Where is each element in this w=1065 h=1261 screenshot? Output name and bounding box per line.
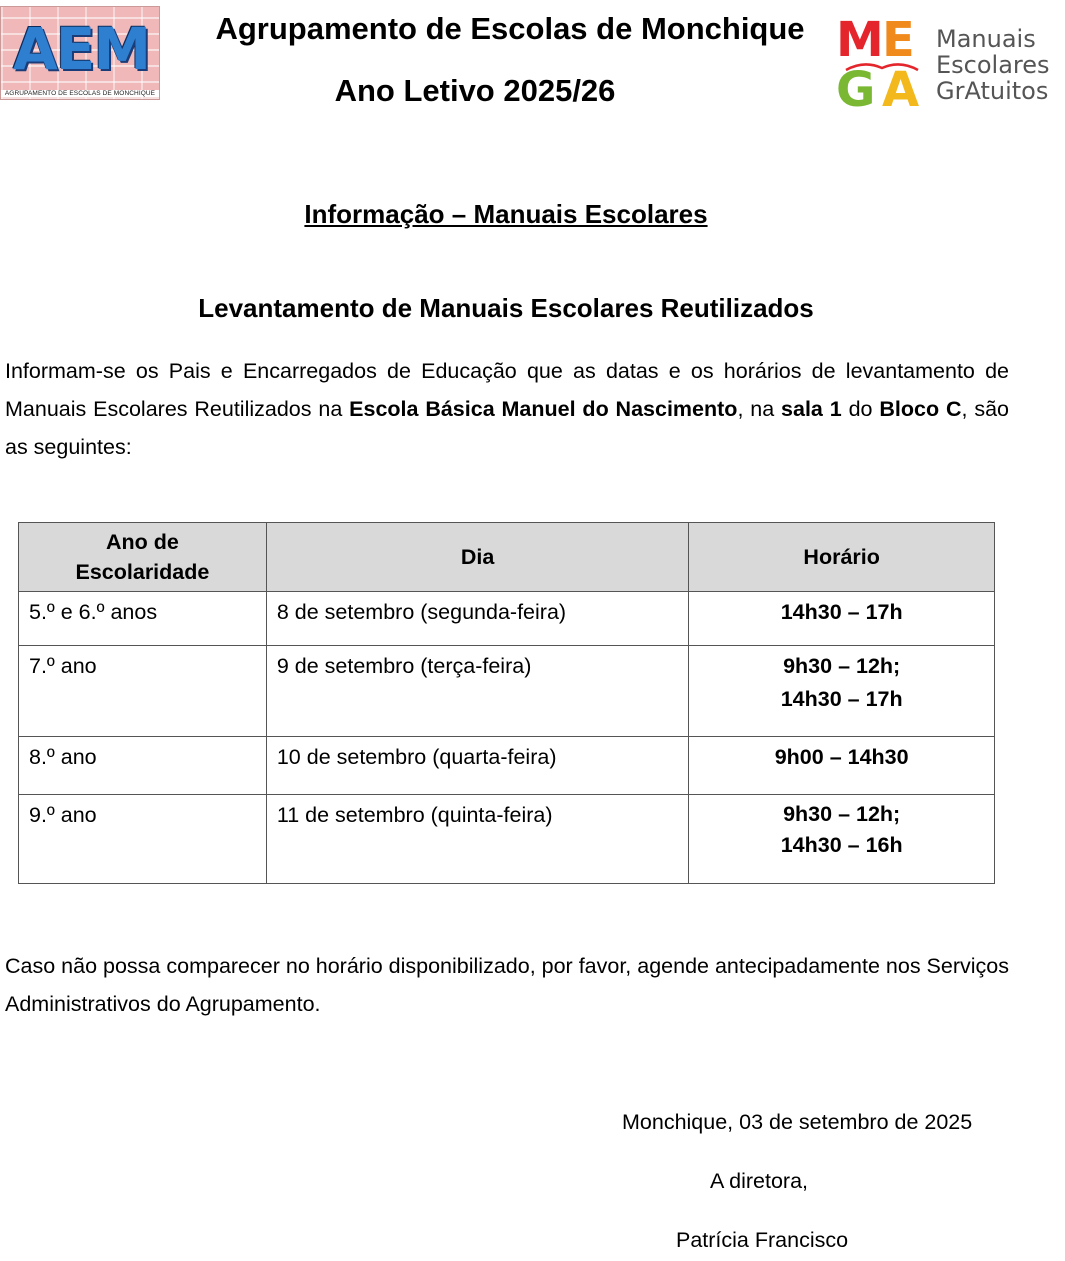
- schedule-table: [18, 522, 995, 884]
- table-row: [19, 795, 995, 884]
- intro-text-4: , são as seguintes:: [5, 397, 1009, 459]
- cell-time: [689, 592, 995, 646]
- mega-letter-e: E: [882, 12, 915, 68]
- cell-year: 7.º ano: [19, 646, 267, 737]
- intro-text-3: do: [841, 397, 880, 421]
- intro-text-1: Informam-se os Pais e Encarregados de Educação que as datas e os horários de levantamento de Manuais Escolares Reutilizados na: [5, 359, 1009, 421]
- cell-day: 9 de setembro (terça-feira): [266, 646, 688, 737]
- school-logo-caption: AGRUPAMENTO DE ESCOLAS DE MONCHIQUE: [1, 90, 159, 97]
- cell-time-line1: 9h30 – 12h;: [783, 802, 901, 826]
- cell-time-line2: 14h30 – 16h: [780, 833, 903, 857]
- cell-time-line1: 9h30 – 12h;: [783, 654, 901, 678]
- school-logo-mark: AEM: [12, 15, 150, 83]
- cell-time: [689, 646, 995, 737]
- cell-time-line2: 14h30 – 17h: [780, 687, 903, 711]
- table-row: [19, 737, 995, 795]
- header-day: Dia: [266, 523, 688, 592]
- room-name: sala 1: [781, 397, 842, 421]
- header-year: [19, 523, 267, 592]
- header-year-line2: Escolaridade: [75, 560, 210, 584]
- mega-logo-words: [936, 26, 1058, 104]
- book-icon: [844, 60, 920, 72]
- mega-letter-a: A: [882, 62, 920, 118]
- intro-paragraph: [5, 352, 1009, 466]
- mega-letter-g: G: [836, 62, 876, 118]
- cell-time: [689, 795, 995, 884]
- cell-year: 8.º ano: [19, 737, 267, 795]
- intro-text-2: , na: [737, 397, 782, 421]
- table-row: [19, 592, 995, 646]
- mega-logo-letters: [836, 14, 928, 118]
- mega-word-2: Escolares: [936, 51, 1050, 79]
- table-row: [19, 646, 995, 737]
- mega-word-1: Manuais: [936, 25, 1036, 53]
- cell-year: 5.º e 6.º anos: [19, 592, 267, 646]
- info-subheading: Levantamento de Manuais Escolares Reutilizados: [198, 293, 814, 323]
- signatory-role: A diretora,: [710, 1169, 808, 1193]
- mega-word-3: GrAtuitos: [936, 77, 1049, 105]
- block-name: Bloco C: [879, 397, 962, 421]
- cell-time: [689, 737, 995, 795]
- mega-logo: [836, 14, 1058, 118]
- cell-day: 8 de setembro (segunda-feira): [266, 592, 688, 646]
- mega-letter-m: M: [836, 12, 884, 68]
- signatory-name: Patrícia Francisco: [676, 1228, 849, 1252]
- cell-time-line1: 9h00 – 14h30: [774, 745, 909, 769]
- page-title: Agrupamento de Escolas de Monchique: [215, 11, 805, 46]
- cell-time-line1: 14h30 – 17h: [780, 600, 903, 624]
- closing-paragraph: Caso não possa comparecer no horário disponibilizado, por favor, agende antecipadamente nos Serviços Administrativos do Agrupamento.: [5, 954, 1009, 1016]
- info-heading: Informação – Manuais Escolares: [304, 199, 708, 229]
- school-name: Escola Básica Manuel do Nascimento: [349, 397, 738, 421]
- header-time: Horário: [689, 523, 995, 592]
- cell-day: 11 de setembro (quinta-feira): [266, 795, 688, 884]
- school-year: Ano Letivo 2025/26: [334, 73, 616, 108]
- place-date: Monchique, 03 de setembro de 2025: [622, 1110, 973, 1134]
- school-logo: [0, 6, 160, 100]
- cell-day: 10 de setembro (quarta-feira): [266, 737, 688, 795]
- header-year-line1: Ano de: [105, 530, 179, 554]
- table-header-row: [19, 523, 995, 592]
- cell-year: 9.º ano: [19, 795, 267, 884]
